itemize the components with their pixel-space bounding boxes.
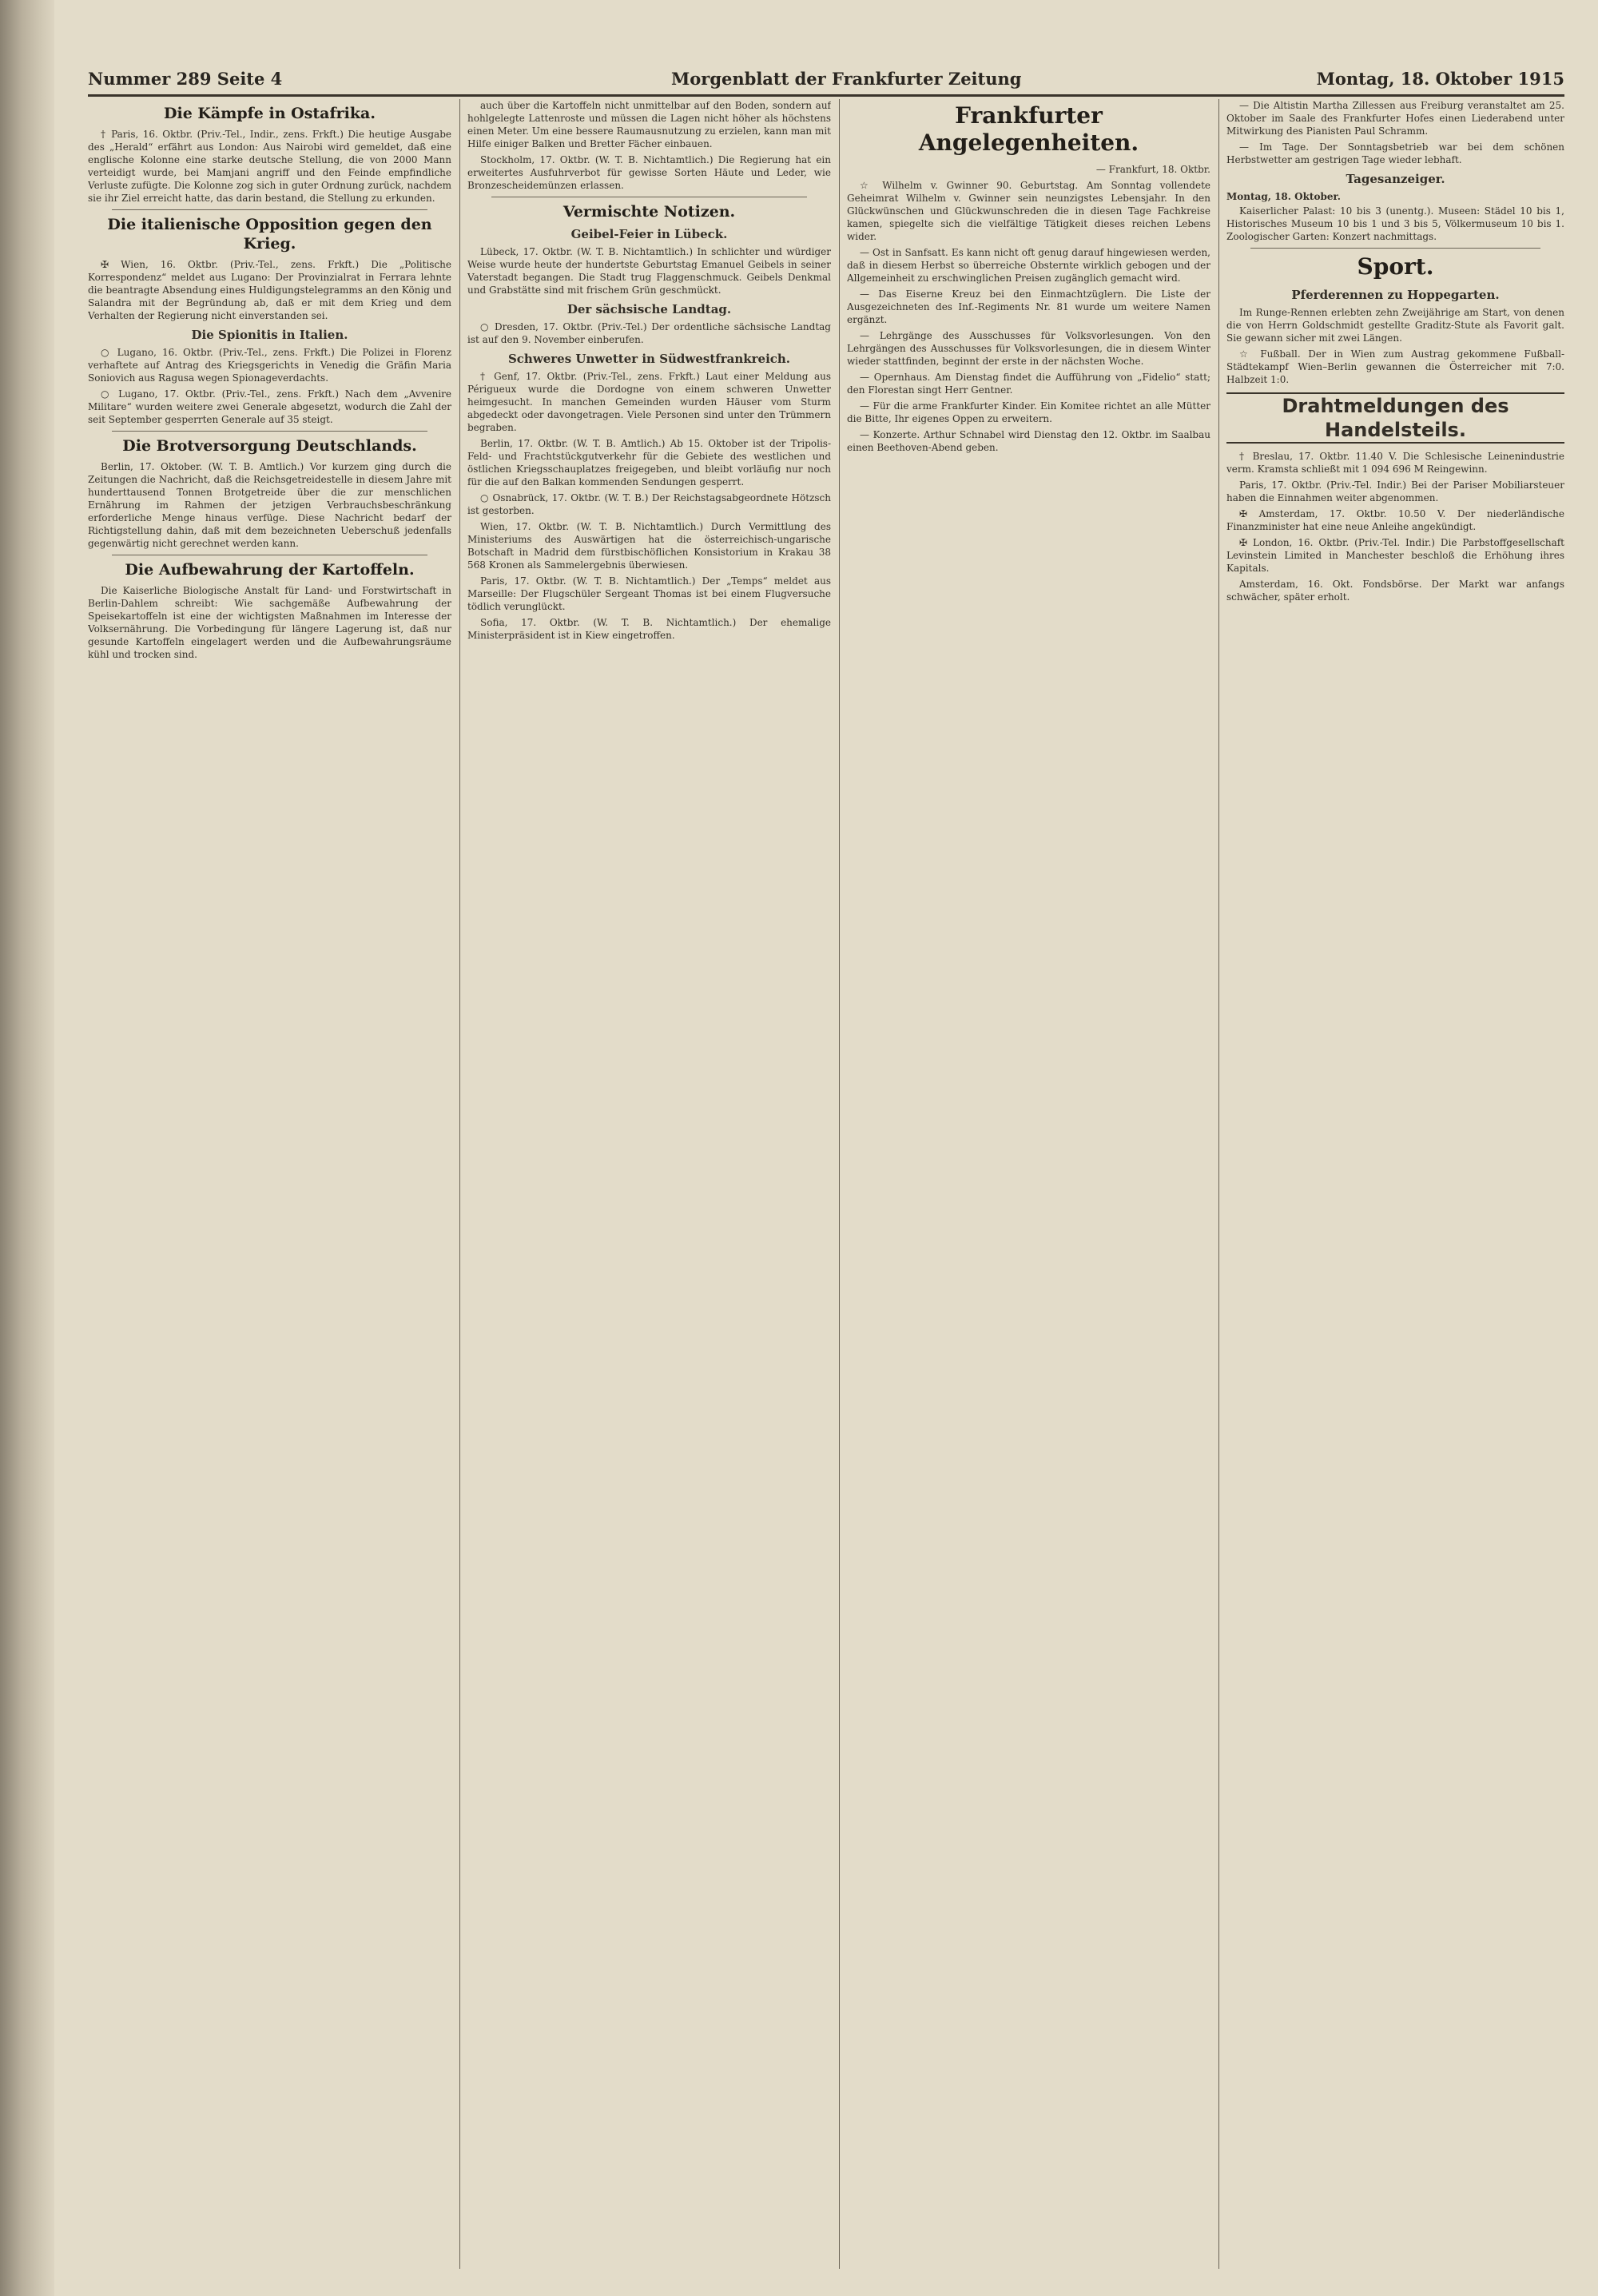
article-paragraph: † Paris, 16. Oktbr. (Priv.-Tel., Indir., zens. Frkft.) Die heutige Ausgabe des „Herald“ erfährt aus London: Aus Nairobi wird gemeldet, daß eine englische Kolonne eine starke deutsche Stellung, die von 2000 Mann verteidigt wurde, bei Mamjani angriff und den Feinde empfindliche Verluste zufügte. Die Kolonne zog sich in guter Ordnung zurück, nachdem sie ihr Ziel erreicht hatte, das darin bestand, die Stellung zu erkunden. (88, 129, 451, 204)
article-paragraph: — Das Eiserne Kreuz bei den Einmachtzüglern. Die Liste der Ausgezeichneten des Inf.-Regiments Nr. 81 wurde um weitere Namen ergänzt. (847, 288, 1210, 325)
calendar-listing: Kaiserlicher Palast: 10 bis 3 (unentg.). Museen: Städel 10 bis 1, Historisches Museum 10 bis 1 und 3 bis 5, Völkermuseum 10 bis 1. Zoologischer Garten: Konzert nachmittags. (1226, 205, 1564, 242)
column-divider (1218, 99, 1219, 2269)
column-4 (1226, 99, 1564, 2269)
article-paragraph: † Genf, 17. Oktbr. (Priv.-Tel., zens. Frkft.) Laut einer Meldung aus Périgueux wurde die Dordogne von einem schweren Unwetter heimgesucht. In manchen Gemeinden wurden Häuser vom Sturm abgedeckt oder davongetragen. Viele Personen sind unter den Trümmern begraben. (467, 371, 831, 433)
headline-brotversorgung: Die Brotversorgung Deutschlands. (122, 437, 417, 455)
section-divider (112, 431, 427, 432)
headline-ostafrika: Die Kämpfe in Ostafrika. (164, 105, 376, 122)
newspaper-page (64, 0, 1582, 2296)
article-paragraph: Lübeck, 17. Oktbr. (W. T. B. Nichtamtlich.) In schlichter und würdiger Weise wurde heute der hundertste Geburtstag Emanuel Geibels in seiner Vaterstadt begangen. Die Stadt trug Flaggenschmuck. Geibels Denkmal und Grabstätte sind mit frischem Grün geschmückt. (467, 246, 831, 296)
headline-kartoffeln: Die Aufbewahrung der Kartoffeln. (125, 561, 415, 579)
headline-frankfurter-angelegenheiten: Frankfurter Angelegenheiten. (918, 102, 1139, 156)
article-paragraph: — Konzerte. Arthur Schnabel wird Dienstag den 12. Oktbr. im Saalbau einen Beethoven-Abend geben. (847, 429, 1210, 453)
subheadline-spionitis: Die Spionitis in Italien. (191, 328, 348, 342)
column-divider (839, 99, 840, 2269)
article-paragraph: ○ Lugano, 17. Oktbr. (Priv.-Tel., zens. Frkft.) Nach dem „Avvenire Militare“ wurden weitere zwei Generale abgesetzt, wodurch die Zahl der seit September gesperrten Generale auf 35 steigt. (88, 388, 451, 425)
article-paragraph: Berlin, 17. Oktober. (W. T. B. Amtlich.) Vor kurzem ging durch die Zeitungen die Nachricht, daß die Reichsgetreidestelle in diesem Jahre mit hunderttausend Tonnen Brotgetreide über die zur menschlichen Ernährung im Rahmen der jetzigen Verbrauchsbeschränkung erforderliche Menge hinaus verfüge. Diese Nachricht bedarf der Richtigstellung dahin, daß mit dem bezeichneten Ueberschuß jedenfalls gegenwärtig nicht gerechnet werden kann. (88, 461, 451, 549)
article-paragraph: Sofia, 17. Oktbr. (W. T. B. Nichtamtlich.) Der ehemalige Ministerpräsident ist in Kiew eingetroffen. (467, 617, 831, 641)
article-paragraph: ○ Lugano, 16. Oktbr. (Priv.-Tel., zens. Frkft.) Die Polizei in Florenz verhaftete auf Antrag des Kriegsgerichts in Venedig die Gräfin Maria Soniovich aus Ragusa wegen Spionageverdachts. (88, 347, 451, 384)
section-divider (1250, 248, 1540, 249)
subheadline-unwetter: Schweres Unwetter in Südwestfrankreich. (507, 352, 791, 366)
article-paragraph: Wien, 17. Oktbr. (W. T. B. Nichtamtlich.) Durch Vermittlung des Ministeriums des Auswärtigen hat die österreichisch-ungarische Botschaft in Madrid dem fürstbischöflichen Konsistorium in Krakau 38 568 Kronen als Sammelergebnis überwiesen. (467, 521, 831, 571)
article-paragraph: Paris, 17. Oktbr. (Priv.-Tel. Indir.) Bei der Pariser Mobiliarsteuer haben die Einnahmen weiter abgenommen. (1226, 479, 1564, 503)
article-paragraph: — Ost in Sanfsatt. Es kann nicht oft genug darauf hingewiesen werden, daß in diesem Herbst so überreiche Obsternte wirklich gebogen und der Allgemeinheit zu erschwinglichen Preisen zugänglich gemacht wird. (847, 247, 1210, 284)
book-binding-shadow (0, 0, 54, 2296)
article-paragraph: — Im Tage. Der Sonntagsbetrieb war bei dem schönen Herbstwetter am gestrigen Tage wieder lebhaft. (1226, 141, 1564, 165)
article-paragraph: ✠ London, 16. Oktbr. (Priv.-Tel. Indir.) Die Parbstoffgesellschaft Levinstein Limited in Manchester beschloß die Erhöhung ihres Kapitals. (1226, 537, 1564, 574)
headline-sport: Sport. (1357, 253, 1434, 280)
article-paragraph: † Breslau, 17. Oktbr. 11.40 V. Die Schlesische Leinenindustrie verm. Kramsta schließt mit 1 094 696 M Reingewinn. (1226, 451, 1564, 475)
subheadline-pferderennen: Pferderennen zu Hoppegarten. (1291, 288, 1500, 302)
calendar-date: Montag, 18. Oktober. (1226, 191, 1341, 202)
article-paragraph: Stockholm, 17. Oktbr. (W. T. B. Nichtamtlich.) Die Regierung hat ein erweitertes Ausfuhrverbot für gewisse Sorten Häute und Leder, wie Bronzescheidemünzen erlassen. (467, 154, 831, 191)
column-3 (847, 99, 1210, 2269)
article-paragraph: Paris, 17. Oktbr. (W. T. B. Nichtamtlich.) Der „Temps“ meldet aus Marseille: Der Flugschüler Sergeant Thomas ist bei einem Flugversuche tödlich verunglückt. (467, 575, 831, 612)
masthead-issue: Nummer 289 Seite 4 (88, 69, 283, 89)
article-paragraph: ☆ Fußball. Der in Wien zum Austrag gekommene Fußball-Städtekampf Wien–Berlin gewannen die Österreicher mit 7:0. Halbzeit 1:0. (1226, 348, 1564, 385)
article-paragraph: auch über die Kartoffeln nicht unmittelbar auf den Boden, sondern auf hohlgelegte Lattenroste und müssen die Lagen nicht höher als höchstens einen Meter. Um eine bessere Raumausnutzung zu erzielen, kann man mit Hilfe einiger Balken und Bretter Fächer einbauen. (467, 100, 831, 149)
headline-vermischte-notizen: Vermischte Notizen. (562, 203, 736, 221)
article-paragraph: — Die Altistin Martha Zillessen aus Freiburg veranstaltet am 25. Oktober im Saale des Frankfurter Hofes einen Liederabend unter Mitwirkung des Pianisten Paul Schramm. (1226, 100, 1564, 137)
subheadline-landtag: Der sächsische Landtag. (566, 302, 732, 316)
article-paragraph: Berlin, 17. Oktbr. (W. T. B. Amtlich.) Ab 15. Oktober ist der Tripolis-Feld- und Frachtstückgutverkehr für die Gebiete des westlichen und östlichen Kriegsschauplatzes freigegeben, und bleibt vorläufig nur noch für die auf den Balkan kommenden Sendungen gesperrt. (467, 438, 831, 487)
section-divider (112, 209, 427, 210)
headline-handelsteil: Drahtmeldungen des Handelsteils. (1226, 392, 1564, 444)
article-paragraph: Die Kaiserliche Biologische Anstalt für Land- und Forstwirtschaft in Berlin-Dahlem schreibt: Wie sachgemäße Aufbewahrung der Speisekartoffeln ist eine der wichtigsten Maßnahmen im Interesse der Volksernährung. Die Vorbedingung für längere Lagerung ist, daß nur gesunde Kartoffeln eingelagert werden und die Aufbewahrungsräume kühl und trocken sind. (88, 585, 451, 660)
masthead (88, 66, 1564, 93)
subheadline-geibel: Geibel-Feier in Lübeck. (570, 227, 728, 241)
article-paragraph: Im Runge-Rennen erlebten zehn Zweijährige am Start, von denen die von Herrn Goldschmidt gestellte Graditz-Stute als Favorit galt. Sie gewann sicher mit zwei Längen. (1226, 307, 1564, 344)
article-paragraph: ✠ Wien, 16. Oktbr. (Priv.-Tel., zens. Frkft.) Die „Politische Korrespondenz“ meldet aus Lugano: Der Provinzialrat in Ferrara lehnte die beantragte Absendung eines Huldigungstelegramms an den König und Salandra mit der Begründung ab, daß er mit dem Krieg und dem Verhalten der Regierung nicht einverstanden sei. (88, 259, 451, 321)
dateline: — Frankfurt, 18. Oktbr. (1095, 164, 1210, 175)
masthead-rule (88, 94, 1564, 97)
article-paragraph: Amsterdam, 16. Okt. Fondsbörse. Der Markt war anfangs schwächer, später erholt. (1226, 579, 1564, 603)
article-paragraph: — Für die arme Frankfurter Kinder. Ein Komitee richtet an alle Mütter die Bitte, Ihr eigenes Oppen zu erweitern. (847, 400, 1210, 424)
masthead-title: Morgenblatt der Frankfurter Zeitung (671, 69, 1022, 89)
article-paragraph: — Lehrgänge des Ausschusses für Volksvorlesungen. Von den Lehrgängen des Ausschusses für Volksvorlesungen, die in diesem Winter wieder stattfinden, beginnt der erste in der nächsten Woche. (847, 330, 1210, 367)
masthead-date: Montag, 18. Oktober 1915 (1316, 69, 1564, 89)
article-paragraph: — Opernhaus. Am Dienstag findet die Aufführung von „Fidelio“ statt; den Florestan singt Herr Gentner. (847, 372, 1210, 396)
column-divider (459, 99, 460, 2269)
headline-italian-opposition: Die italienische Opposition gegen den Krieg. (107, 216, 432, 253)
calendar-title: Tagesanzeiger. (1346, 172, 1445, 186)
column-1 (88, 99, 451, 2269)
article-paragraph: ☆ Wilhelm v. Gwinner 90. Geburtstag. Am Sonntag vollendete Geheimrat Wilhelm v. Gwinner sein neunzigstes Lebensjahr. In den Glückwünschen und Glückwunschreden die in diesen Tage Fachkreise kamen, spiegelte sich die vielfältige Tätigkeit dieses reichen Lebens wider. (847, 180, 1210, 242)
article-paragraph: ○ Dresden, 17. Oktbr. (Priv.-Tel.) Der ordentliche sächsische Landtag ist auf den 9. November einberufen. (467, 321, 831, 345)
article-paragraph: ○ Osnabrück, 17. Oktbr. (W. T. B.) Der Reichstagsabgeordnete Hötzsch ist gestorben. (467, 492, 831, 516)
column-2 (467, 99, 831, 2269)
article-paragraph: ✠ Amsterdam, 17. Oktbr. 10.50 V. Der niederländische Finanzminister hat eine neue Anleihe angekündigt. (1226, 508, 1564, 532)
